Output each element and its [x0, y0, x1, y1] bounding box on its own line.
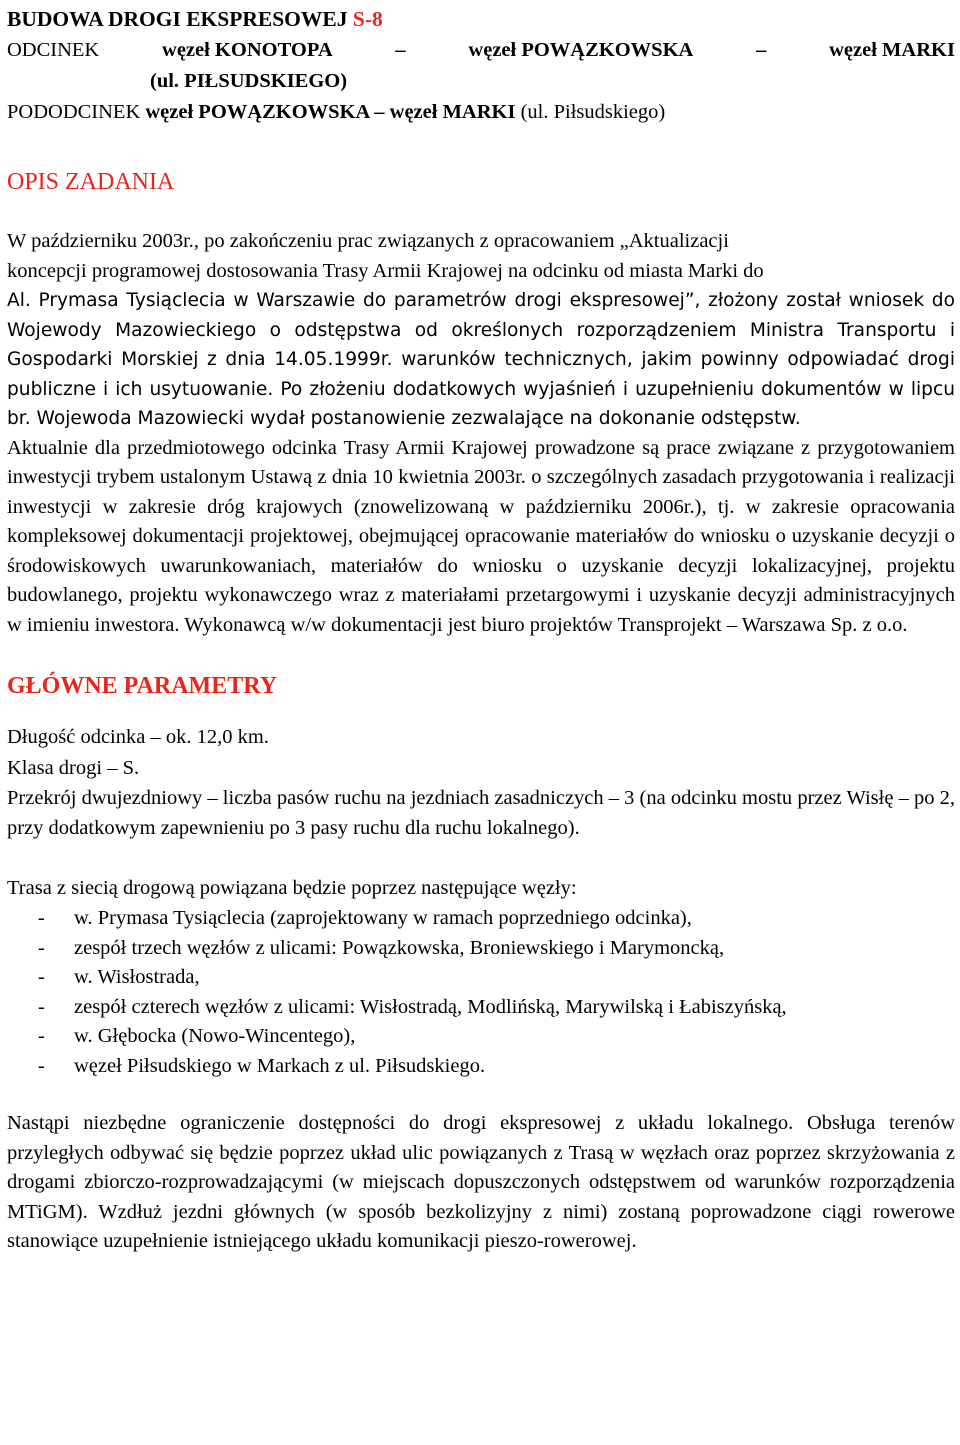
list-item: - w. Wisłostrada,	[38, 966, 200, 988]
params-heading: GŁÓWNE PARAMETRY	[7, 673, 278, 699]
document-page	[7, 4, 955, 1257]
section-label: ODCINEK	[7, 39, 100, 61]
subsection-tail: (ul. Piłsudskiego)	[520, 101, 666, 123]
section-dash-1: –	[395, 39, 406, 61]
list-item: - węzeł Piłsudskiego w Markach z ul. Piłsudskiego.	[38, 1054, 486, 1077]
section-line-2	[7, 66, 955, 97]
section-node-c-street: (ul. PIŁSUDSKIEGO)	[150, 70, 348, 92]
section-node-a: węzeł KONOTOPA	[162, 39, 333, 61]
section-node-c: węzeł MARKI	[829, 39, 955, 61]
list-item: - zespół trzech węzłów z ulicami: Powązkowska, Broniewskiego i Marymoncką,	[38, 936, 725, 959]
subsection-nodes: węzeł POWĄZKOWSKA – węzeł MARKI	[145, 101, 516, 123]
title-prefix: BUDOWA DROGI EKSPRESOWEJ	[7, 7, 348, 31]
nodes-list	[7, 904, 955, 1081]
task-paragraph-1	[7, 226, 955, 434]
task-paragraph-2: Aktualnie dla przedmiotowego odcinka Trasy Armii Krajowej prowadzone są prace związane z przygotowaniem inwestycji trybem ustalonym Ustawą z dnia 10 kwietnia 2003r. o szczególnych zasadach przygotowania i realizacji inwestycji w zakresie dróg krajowych (znowelizowaną w październiku 2006r.), tj. w zakresie opracowania kompleksowej dokumentacji projektowej, obejmującej opracowanie materiałów do wniosku o uzyskanie decyzji o środowiskowych uwarunkowaniach, materiałów do wniosku o uzyskanie decyzji lokalizacyjnej, projektu budowlanego, projektu wykonawczego wraz z materiałami przetargowymi i uzyskanie decyzji administracyjnych w imieniu inwestora. Wykonawcą w/w dokumentacji jest biuro projektów Transprojekt – Warszawa Sp. z o.o.	[7, 436, 955, 636]
list-item: - w. Prymasa Tysiąclecia (zaprojektowany w ramach poprzedniego odcinka),	[38, 907, 692, 929]
task-heading: OPIS ZADANIA	[7, 169, 175, 195]
task-p1-line-1: W październiku 2003r., po zakończeniu prac związanych z opracowaniem „Aktualizacji	[7, 230, 729, 252]
param-cross-section: Przekrój dwujezdniowy – liczba pasów ruchu na jezdniach zasadniczych – 3 (na odcinku mostu przez Wisłę – po 2, przy dodatkowym zapewnieniu po 3 pasy ruchu dla ruchu lokalnego).	[7, 787, 955, 839]
title-code: S-8	[352, 7, 383, 31]
list-item: - zespół czterech węzłów z ulicami: Wisłostradą, Modlińską, Marywilską i Łabiszyńską,	[38, 995, 787, 1018]
task-p1-line-2: koncepcji programowej dostosowania Trasy Armii Krajowej na odcinku od miasta Marki do	[7, 260, 764, 282]
closing-paragraph: Nastąpi niezbędne ograniczenie dostępności do drogi ekspresowej z układu lokalnego. Obsługa terenów przyległych odbywać się będzie poprzez układ ulic powiązanych z Trasą w węzłach oraz poprzez skrzyżowania z drogami zbiorczo-rozprowadzającymi (w miejscach dopuszczonych odstępstwem od warunków rozporządzenia MTiGM). Wzdłuż jezdni głównych (w sposób bezkolizyjny z nimi) zostaną poprowadzone ciągi rowerowe stanowiące uzupełnienie istniejącego układu komunikacji pieszo-rowerowej.	[7, 1112, 955, 1252]
subsection-line	[7, 97, 955, 128]
param-road-class: Klasa drogi – S.	[7, 757, 140, 779]
nodes-intro: Trasa z siecią drogową powiązana będzie poprzez następujące węzły:	[7, 877, 577, 899]
subsection-label: PODODCINEK	[7, 101, 141, 123]
section-node-b: węzeł POWĄZKOWSKA	[468, 39, 694, 61]
section-line	[7, 35, 955, 66]
section-dash-2: –	[756, 39, 767, 61]
param-length: Długość odcinka – ok. 12,0 km.	[7, 726, 269, 748]
task-p1-body: Al. Prymasa Tysiąclecia w Warszawie do parametrów drogi ekspresowej”, złożony został wniosek do Wojewody Mazowieckiego o odstępstwa od określonych rozporządzeniem Ministra Transportu i Gospodarki Morskiej z dnia 14.05.1999r. warunków technicznych, jakim powinny odpowiadać drogi publiczne i ich usytuowanie. Po złożeniu dodatkowych wyjaśnień i uzupełnieniu dokumentów w lipcu br. Wojewoda Mazowiecki wydał postanowienie zezwalające na dokonanie odstępstw.	[7, 290, 955, 429]
document-title	[7, 4, 955, 35]
list-item: - w. Głębocka (Nowo-Wincentego),	[38, 1025, 356, 1047]
